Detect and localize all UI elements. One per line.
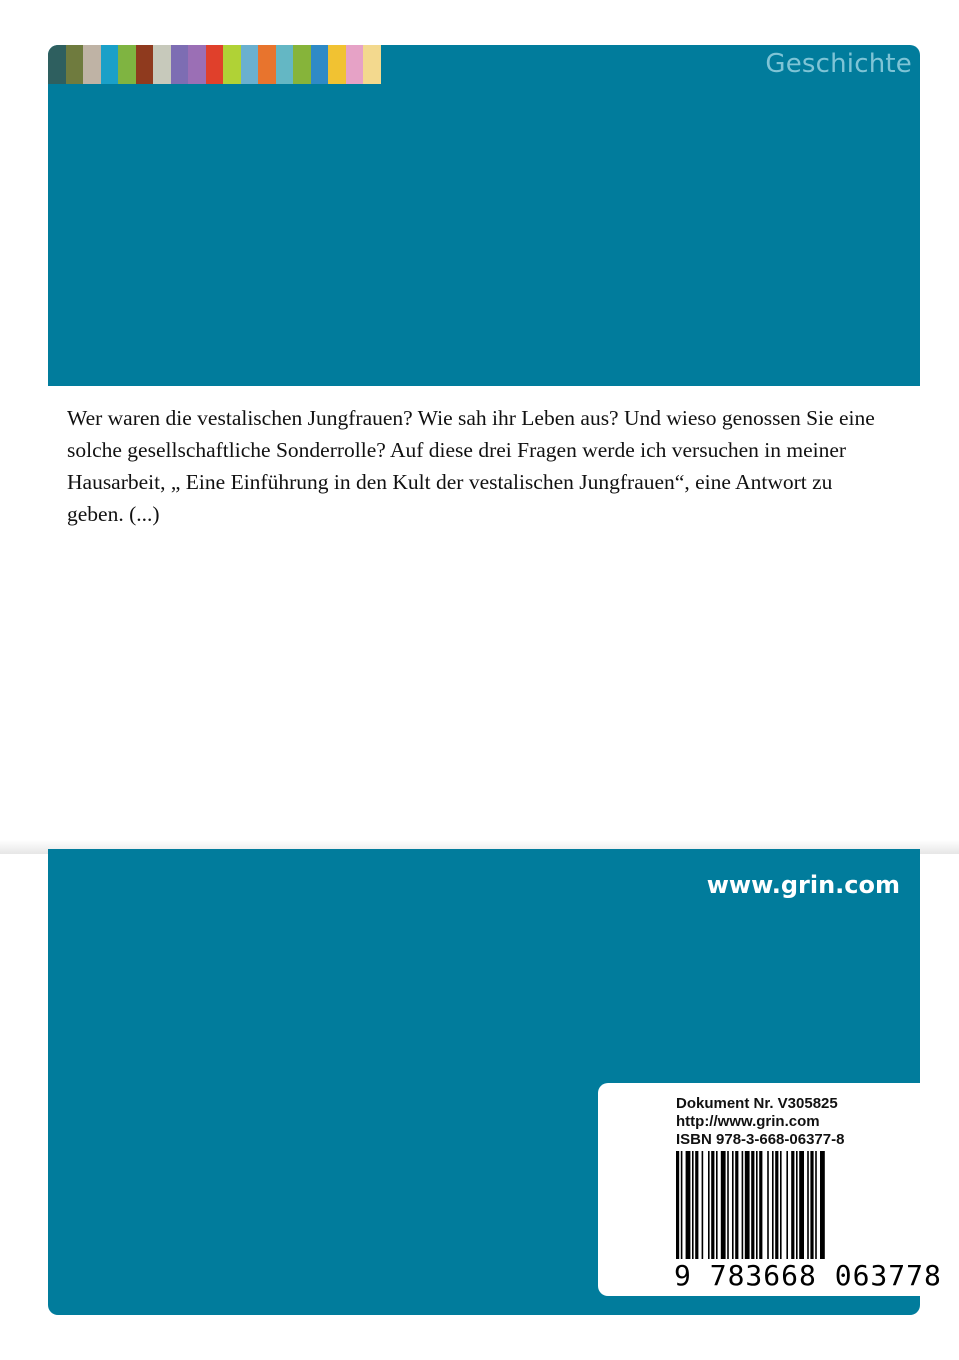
- barcode-bar: [708, 1151, 710, 1259]
- color-stripe: [206, 45, 224, 84]
- barcode-bar: [735, 1151, 738, 1259]
- barcode-bar: [692, 1151, 694, 1259]
- barcode-icon: [676, 1151, 898, 1263]
- barcode-bar: [716, 1151, 718, 1259]
- blurb-text: Wer waren die vestalischen Jungfrauen? Wie sah ihr Leben aus? Und wieso genossen Sie eine solche gesellschaftliche Sonderrolle? Auf diese drei Fragen werde ich versuchen in meiner Hausarbeit, „ Eine Einführung in den Kult der vestalischen Jungfrauen“, eine Antwort zu geben. (...): [67, 406, 875, 526]
- barcode-bar: [721, 1151, 726, 1259]
- color-stripe: [293, 45, 311, 84]
- color-stripe: [66, 45, 84, 84]
- color-stripe: [153, 45, 171, 84]
- publisher-website[interactable]: www.grin.com: [706, 871, 900, 899]
- barcode-bar: [742, 1151, 744, 1259]
- barcode-bar: [815, 1151, 817, 1259]
- barcode-bar: [711, 1151, 714, 1259]
- barcode-bar: [686, 1151, 691, 1259]
- publisher-url[interactable]: http://www.grin.com: [676, 1113, 820, 1130]
- color-stripe: [241, 45, 259, 84]
- bottom-color-panel: [48, 849, 942, 1315]
- barcode-bar: [727, 1151, 729, 1259]
- barcode-bar: [772, 1151, 774, 1259]
- top-color-panel: [48, 45, 920, 386]
- color-stripes: [48, 45, 381, 84]
- isbn: ISBN 978-3-668-06377-8: [676, 1131, 845, 1148]
- barcode-bar: [810, 1151, 813, 1259]
- color-stripe: [118, 45, 136, 84]
- barcode-bar: [799, 1151, 804, 1259]
- barcode-bar: [681, 1151, 683, 1259]
- barcode-bar: [756, 1151, 758, 1259]
- barcode-bar: [732, 1151, 734, 1259]
- barcode-bar: [702, 1151, 704, 1259]
- barcode-bar: [767, 1151, 769, 1259]
- color-stripe: [188, 45, 206, 84]
- barcode-bar: [775, 1151, 778, 1259]
- color-stripe: [346, 45, 364, 84]
- barcode-bar: [745, 1151, 750, 1259]
- color-stripe: [101, 45, 119, 84]
- barcode-bar: [786, 1151, 788, 1259]
- document-number: Dokument Nr. V305825: [676, 1095, 838, 1112]
- barcode-bar: [791, 1151, 794, 1259]
- color-stripe: [48, 45, 66, 84]
- color-stripe: [276, 45, 294, 84]
- color-stripe: [258, 45, 276, 84]
- color-stripe: [363, 45, 381, 84]
- color-stripe: [311, 45, 329, 84]
- barcode-bar: [820, 1151, 825, 1259]
- color-stripe: [83, 45, 101, 84]
- barcode-bar: [759, 1151, 762, 1259]
- barcode-bar: [807, 1151, 809, 1259]
- color-stripe: [328, 45, 346, 84]
- barcode-bar: [751, 1151, 754, 1259]
- barcode-info-box: [598, 1083, 942, 1296]
- barcode-number: 9 783668 063778: [674, 1259, 942, 1292]
- barcode-bar: [695, 1151, 698, 1259]
- color-stripe: [136, 45, 154, 84]
- barcode-bar: [780, 1151, 782, 1259]
- barcode-bar: [676, 1151, 679, 1259]
- color-stripe: [223, 45, 241, 84]
- category-label: Geschichte: [765, 49, 912, 79]
- barcode-bar: [796, 1151, 798, 1259]
- color-stripe: [171, 45, 189, 84]
